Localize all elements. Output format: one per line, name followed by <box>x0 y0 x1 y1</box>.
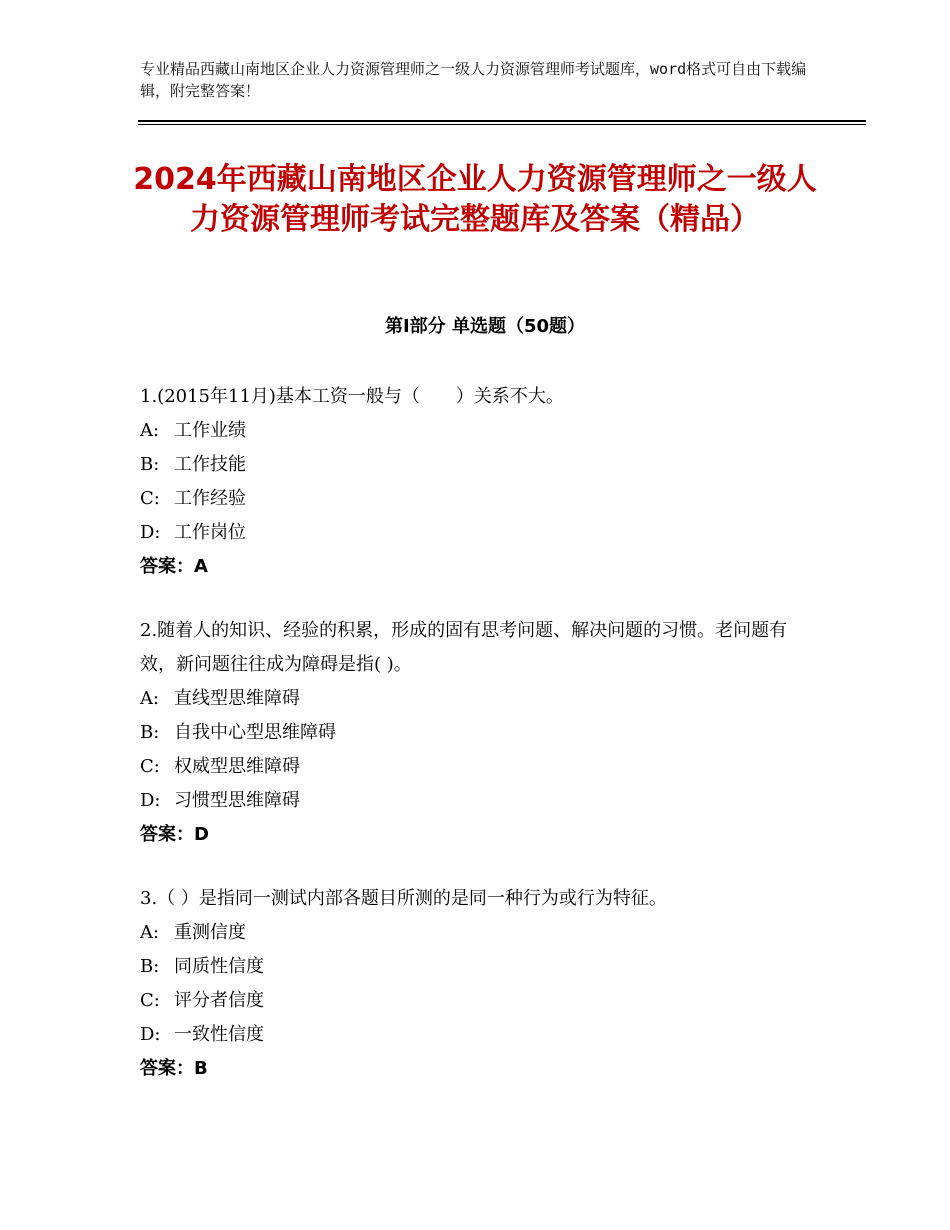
answer-label: 答案：B <box>140 1058 208 1079</box>
question-stem: 3.（ ）是指同一测试内部各题目所测的是同一种行为或行为特征。 <box>140 888 667 909</box>
option-a <box>140 414 820 448</box>
question-stem: 1.(2015年11月)基本工资一般与（ ）关系不大。 <box>140 386 564 407</box>
option-letter: A: <box>140 688 160 709</box>
option-b <box>140 448 820 482</box>
option-b <box>140 950 820 984</box>
header-note: 专业精品西藏山南地区企业人力资源管理师之一级人力资源管理师考试题库，word格式可自由下载编辑，附完整答案！ <box>140 60 807 100</box>
option-text: 直线型思维障碍 <box>174 688 300 709</box>
section-heading: 第Ⅰ部分 单选题（50题） <box>384 316 585 337</box>
option-b <box>140 716 820 750</box>
option-letter: A: <box>140 922 160 943</box>
option-a <box>140 682 820 716</box>
question-3 <box>140 882 820 1086</box>
option-letter: C: <box>140 756 160 777</box>
question-list <box>140 380 820 1116</box>
option-text: 同质性信度 <box>174 956 264 977</box>
option-c <box>140 750 820 784</box>
option-text: 习惯型思维障碍 <box>174 790 300 811</box>
question-stem: 2.随着人的知识、经验的积累，形成的固有思考问题、解决问题的习惯。老问题有效，新问题往往成为障碍是指( )。 <box>140 620 788 675</box>
option-letter: B: <box>140 454 160 475</box>
answer-label: 答案：D <box>140 824 209 845</box>
option-text: 自我中心型思维障碍 <box>174 722 336 743</box>
option-text: 工作技能 <box>174 454 246 475</box>
option-letter: B: <box>140 956 160 977</box>
option-letter: A: <box>140 420 160 441</box>
question-2 <box>140 614 820 852</box>
option-letter: D: <box>140 1024 161 1045</box>
option-text: 工作岗位 <box>174 522 246 543</box>
option-c <box>140 984 820 1018</box>
option-text: 权威型思维障碍 <box>174 756 300 777</box>
option-letter: D: <box>140 522 161 543</box>
document-title: 2024年西藏山南地区企业人力资源管理师之一级人力资源管理师考试完整题库及答案（精品） <box>133 162 817 237</box>
header-rule-thin <box>138 124 866 125</box>
option-text: 重测信度 <box>174 922 246 943</box>
option-d <box>140 516 820 550</box>
header-rule <box>138 120 866 122</box>
answer-label: 答案：A <box>140 556 208 577</box>
option-a <box>140 916 820 950</box>
option-text: 工作业绩 <box>174 420 246 441</box>
question-1 <box>140 380 820 584</box>
option-d <box>140 1018 820 1052</box>
option-text: 评分者信度 <box>174 990 264 1011</box>
option-letter: D: <box>140 790 161 811</box>
option-letter: B: <box>140 722 160 743</box>
option-letter: C: <box>140 990 160 1011</box>
option-text: 一致性信度 <box>174 1024 264 1045</box>
option-text: 工作经验 <box>174 488 246 509</box>
option-c <box>140 482 820 516</box>
option-d <box>140 784 820 818</box>
option-letter: C: <box>140 488 160 509</box>
